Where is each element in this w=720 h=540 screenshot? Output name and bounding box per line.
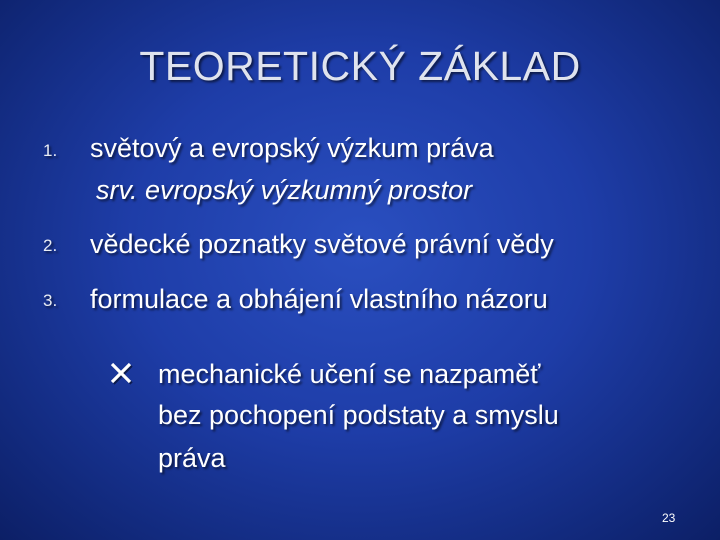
cross-icon (108, 360, 134, 386)
sub-bullet-line-3: práva (158, 443, 226, 473)
item-1-subtext: srv. evropský výzkumný prostor (96, 175, 473, 205)
item-3-text: formulace a obhájení vlastního názoru (90, 284, 548, 314)
item-2-text: vědecké poznatky světové právní vědy (90, 229, 554, 259)
sub-bullet-line-1: mechanické učení se nazpaměť (158, 359, 541, 389)
item-3-number: 3. (43, 291, 58, 310)
item-1-number: 1. (43, 141, 58, 160)
item-2-number: 2. (43, 236, 58, 255)
slide-title: TEORETICKÝ ZÁKLAD (139, 43, 581, 89)
page-number: 23 (662, 511, 676, 525)
sub-bullet-line-2: bez pochopení podstaty a smyslu (158, 400, 559, 430)
item-1-text: světový a evropský výzkum práva (90, 133, 494, 163)
